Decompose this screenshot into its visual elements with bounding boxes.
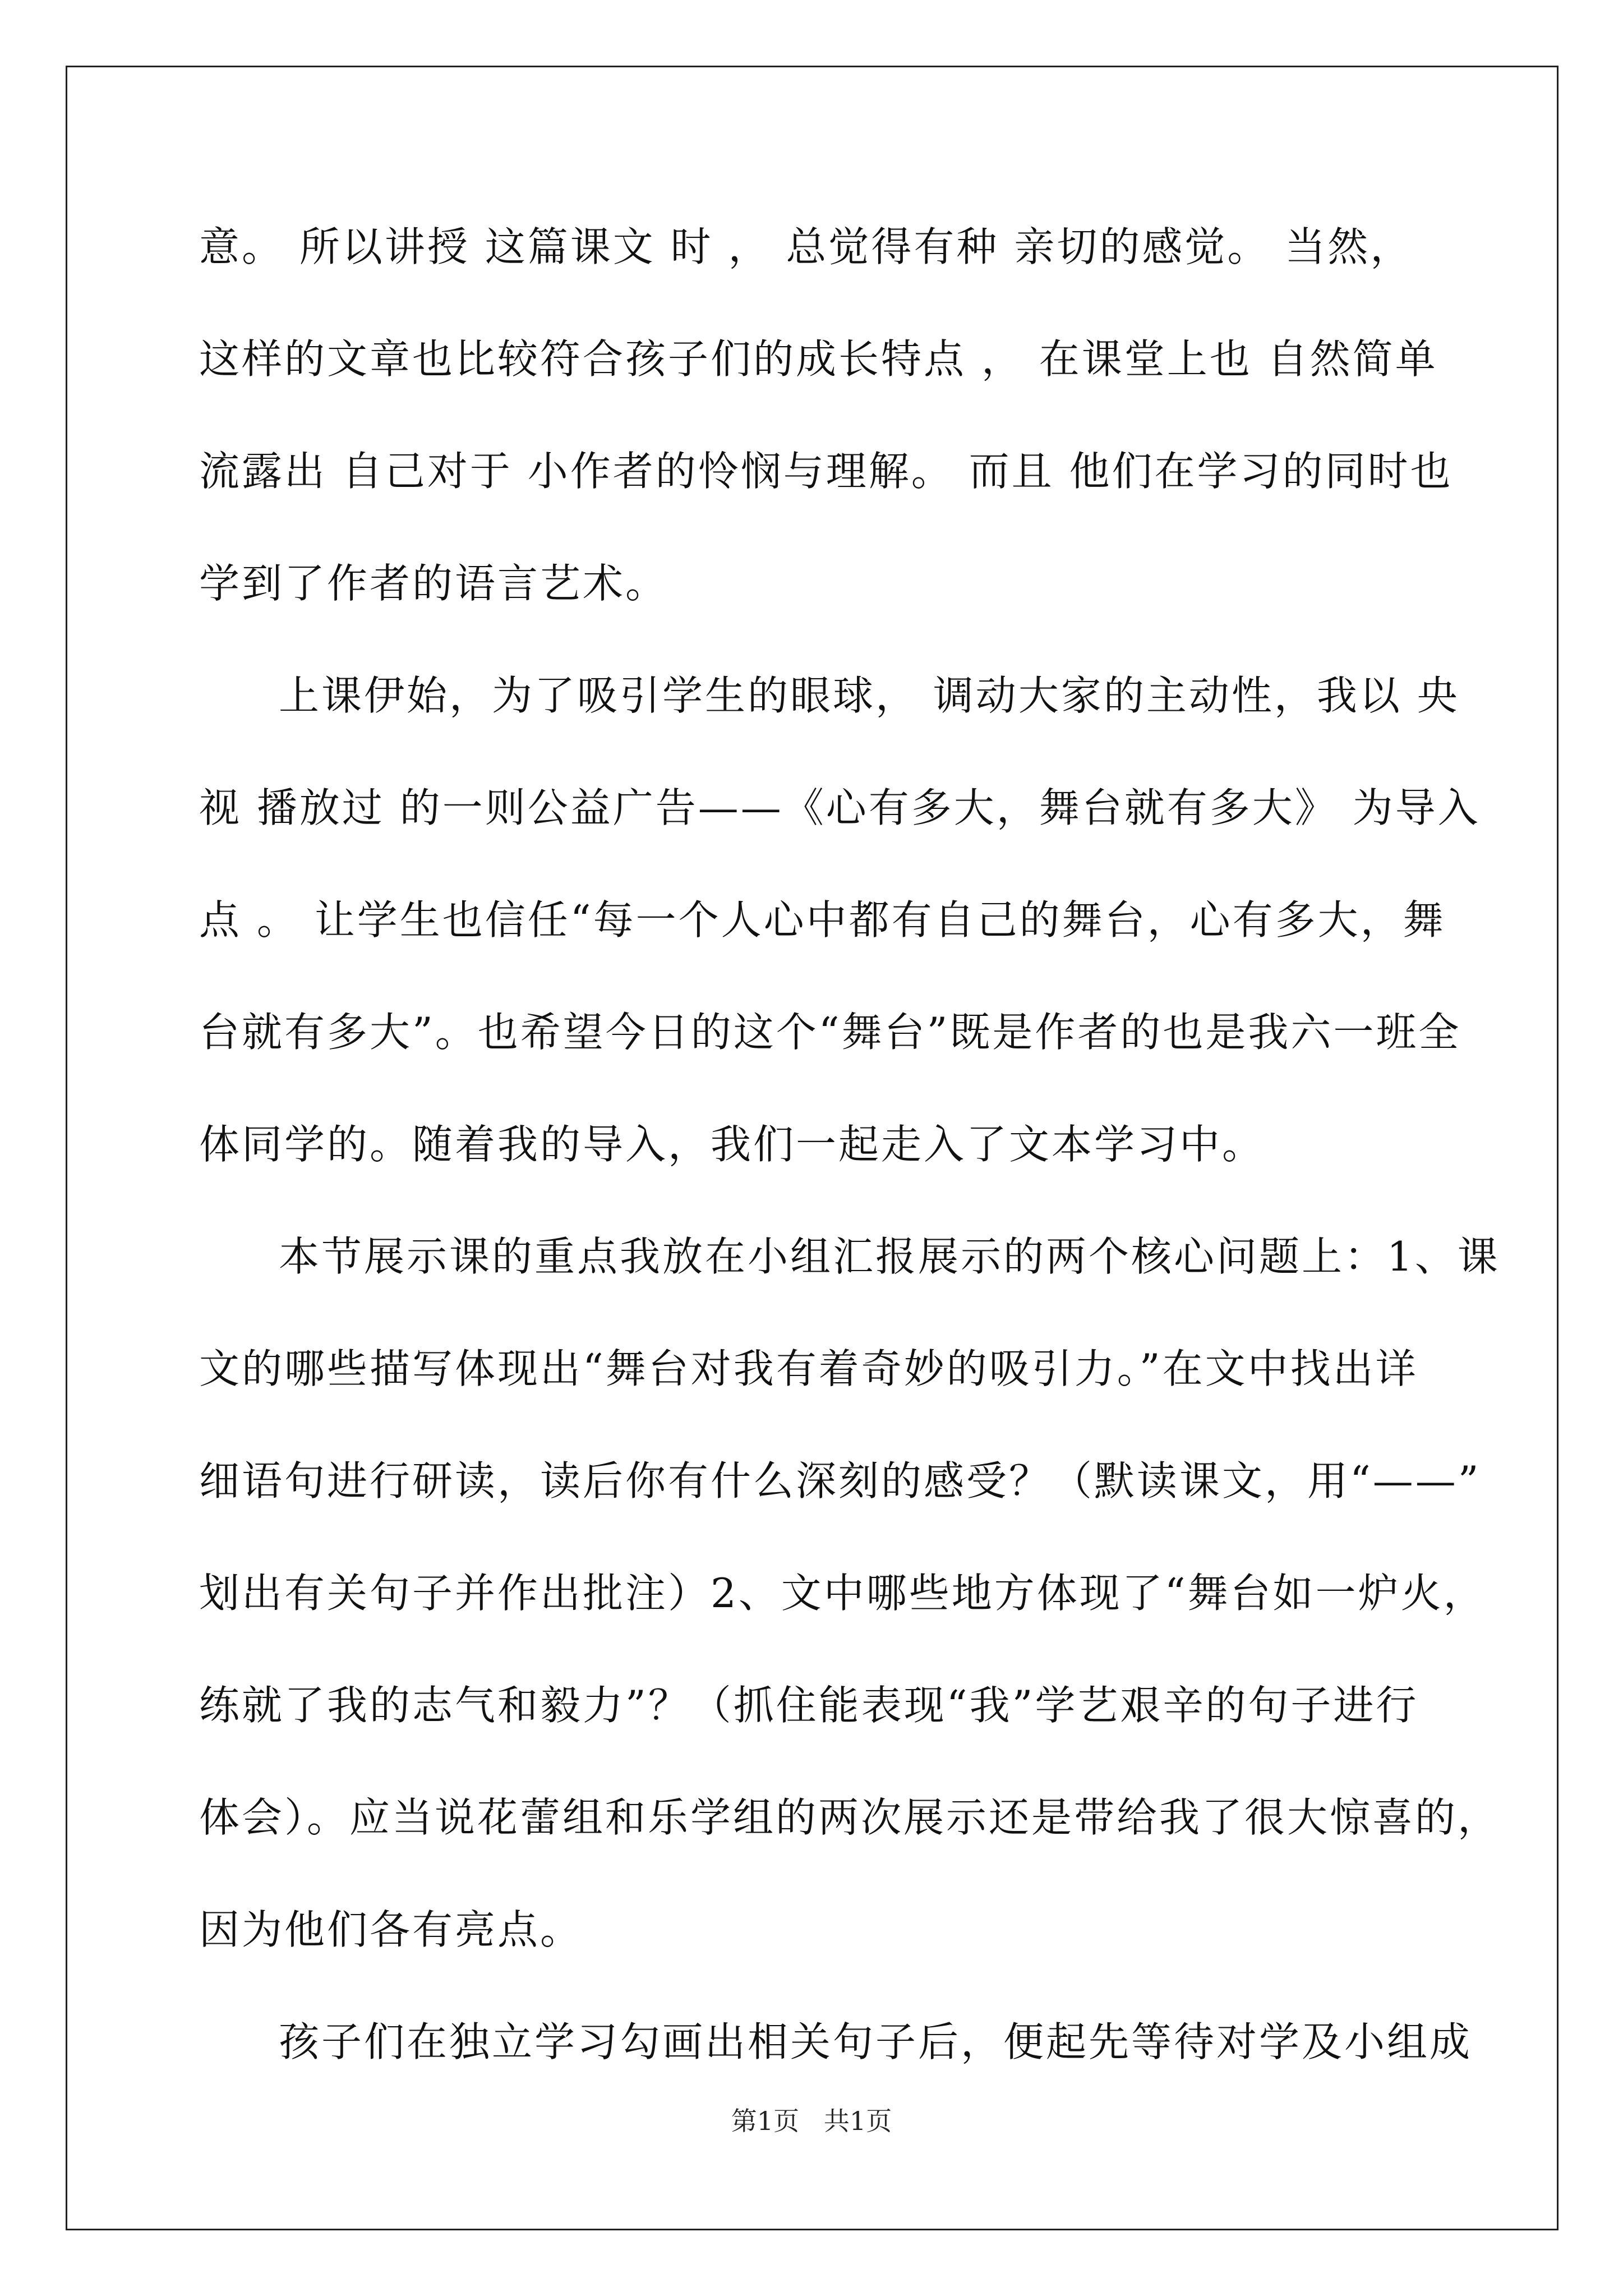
text-line: 因为他们各有亮点。 — [199, 1906, 583, 1953]
document-body — [199, 191, 1501, 2098]
text-line: 视 播放过 的一则公益广告——《心有多大，舞台就有多大》 为导入 — [199, 784, 1481, 831]
paragraph-first-line: 孩子们在独立学习勾画出相关句子后，便起先等待对学及小组成 — [279, 2018, 1473, 2065]
text-line: 这样的文章也比较符合孩子们的成长特点 ， 在课堂上也 自然简单 — [199, 335, 1438, 383]
text-line: 体会）。应当说花蕾组和乐学组的两次展示还是带给我了很大惊喜的， — [199, 1794, 1501, 1841]
paragraph-first-line: 上课伊始，为了吸引学生的眼球， 调动大家的主动性，我以 央 — [279, 672, 1460, 719]
text-line: 意。 所以讲授 这篇课文 时 ， 总觉得有种 亲切的感觉。 当然， — [199, 223, 1413, 270]
text-line: 体同学的。随着我的导入，我们一起走入了文本学习中。 — [199, 1121, 1265, 1168]
page-number-footer: 第1页 共1页 — [731, 2106, 892, 2136]
text-line: 学到了作者的语言艺术。 — [199, 560, 668, 607]
text-line: 流露出 自己对于 小作者的怜悯与理解。 而且 他们在学习的同时也 — [199, 448, 1453, 495]
text-line: 点 。 让学生也信任“每一个人心中都有自己的舞台，心有多大，舞 — [199, 896, 1446, 944]
text-line: 文的哪些描写体现出“舞台对我有着奇妙的吸引力。”在文中找出详 — [199, 1345, 1418, 1392]
text-line: 练就了我的志气和毅力”？（抓住能表现“我”学艺艰辛的句子进行 — [199, 1682, 1419, 1729]
paragraph-first-line: 本节展示课的重点我放在小组汇报展示的两个核心问题上：1、课 — [279, 1233, 1500, 1280]
text-line: 台就有多大”。也希望今日的这个“舞台”既是作者的也是我六一班全 — [199, 1009, 1461, 1056]
text-line: 细语句进行研读，读后你有什么深刻的感受？（默读课文，用“——” — [199, 1457, 1481, 1504]
text-line: 划出有关句子并作出批注）2、文中哪些地方体现了“舞台如一炉火， — [199, 1570, 1486, 1617]
